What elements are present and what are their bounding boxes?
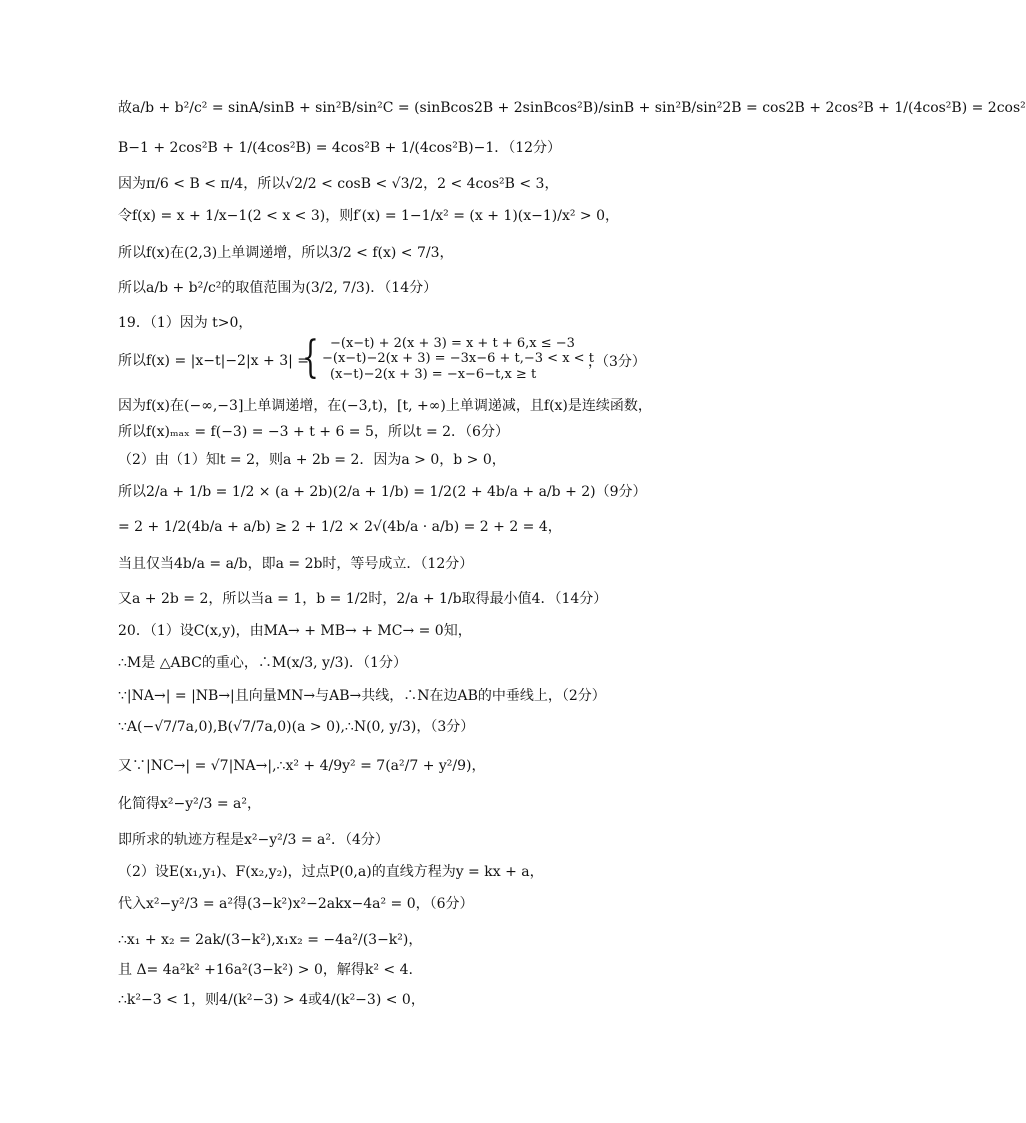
text-line-3: 因为π/6 < B < π/4，所以√2/2 < cosB < √3/2，2 < 4cos²B < 3，	[118, 176, 559, 192]
text-line-20: 即所求的轨迹方程是x²−y²/3 = a²．（4分）	[118, 832, 389, 848]
text-line-24: 且 Δ= 4a²k² +16a²(3−k²) > 0，解得k² < 4.	[118, 962, 413, 978]
text-line-19: 化简得x²−y²/3 = a²，	[118, 796, 261, 812]
text-line-21: （2）设E(x₁,y₁)、F(x₂,y₂)，过点P(0,a)的直线方程为y = kx + a，	[118, 864, 544, 880]
text-line-15: ∴M是 △ABC的重心，∴M(x/3, y/3)．（1分）	[118, 655, 407, 671]
text-line-5: 所以f(x)在(2,3)上单调递增，所以3/2 < f(x) < 7/3，	[118, 245, 454, 261]
text-line-9: （2）由（1）知t = 2，则a + 2b = 2．因为a > 0，b > 0，	[118, 452, 506, 468]
text-line-4: 令f(x) = x + 1/x−1(2 < x < 3)，则f′(x) = 1−1/x² = (x + 1)(x−1)/x² > 0，	[118, 208, 619, 224]
text-line-8: 所以f(x)ₘₐₓ = f(−3) = −3 + t + 6 = 5，所以t = 2．（6分）	[118, 424, 509, 440]
left-brace-symbol: {	[302, 332, 319, 383]
text-line-1: 故a/b + b²/c² = sinA/sinB + sin²B/sin²C = (sinBcos2B + 2sinBcos²B)/sinB + sin²B/sin²2B = cos2B + 2cos²B + 1/(4cos²B) = 2cos²	[118, 100, 1026, 116]
text-line-2: B−1 + 2cos²B + 1/(4cos²B) = 4cos²B + 1/(4cos²B)−1．（12分）	[118, 140, 562, 156]
text-line-25: ∴k²−3 < 1，则4/(k²−3) > 4或4/(k²−3) < 0，	[118, 992, 425, 1008]
piecewise-case-3: (x−t)−2(x + 3) = −x−6−t,x ≥ t	[330, 367, 537, 382]
piecewise-function	[118, 334, 758, 386]
problem-20-heading: 20．（1）设C(x,y)，由MA→ + MB→ + MC→ = 0知，	[118, 623, 472, 639]
text-line-7: 因为f(x)在(−∞,−3]上单调递增，在(−3,t)，[t, +∞)上单调递减，且f(x)是连续函数，	[118, 398, 652, 414]
piecewise-score: ，（3分）	[588, 354, 646, 370]
problem-19-heading: 19．（1）因为 t>0，	[118, 315, 253, 331]
text-line-12: 当且仅当4b/a = a/b，即a = 2b时，等号成立．（12分）	[118, 556, 474, 572]
text-line-17: ∵A(−√7/7a,0),B(√7/7a,0)(a > 0),∴N(0, y/3)，（3分）	[118, 719, 475, 735]
text-line-23: ∴x₁ + x₂ = 2ak/(3−k²),x₁x₂ = −4a²/(3−k²)，	[118, 932, 423, 948]
piecewise-lead: 所以f(x) = |x−t|−2|x + 3| =	[118, 353, 310, 369]
text-line-22: 代入x²−y²/3 = a²得(3−k²)x²−2akx−4a² = 0，（6分）	[118, 896, 474, 912]
text-line-18: 又∵|NC→| = √7|NA→|,∴x² + 4/9y² = 7(a²/7 + y²/9)，	[118, 758, 486, 774]
piecewise-case-1: −(x−t) + 2(x + 3) = x + t + 6,x ≤ −3	[330, 336, 575, 351]
text-line-13: 又a + 2b = 2，所以当a = 1，b = 1/2时，2/a + 1/b取得最小值4．（14分）	[118, 591, 608, 607]
piecewise-case-2: −(x−t)−2(x + 3) = −3x−6 + t,−3 < x < t	[322, 351, 594, 366]
text-line-10: 所以2/a + 1/b = 1/2 × (a + 2b)(2/a + 1/b) = 1/2(2 + 4b/a + a/b + 2)（9分）	[118, 484, 647, 500]
text-line-6: 所以a/b + b²/c²的取值范围为(3/2, 7/3)．（14分）	[118, 280, 438, 296]
text-line-11: = 2 + 1/2(4b/a + a/b) ≥ 2 + 1/2 × 2√(4b/a · a/b) = 2 + 2 = 4，	[118, 519, 562, 535]
text-line-16: ∵|NA→| = |NB→|且向量MN→与AB→共线，∴N在边AB的中垂线上，（2分）	[118, 688, 606, 704]
